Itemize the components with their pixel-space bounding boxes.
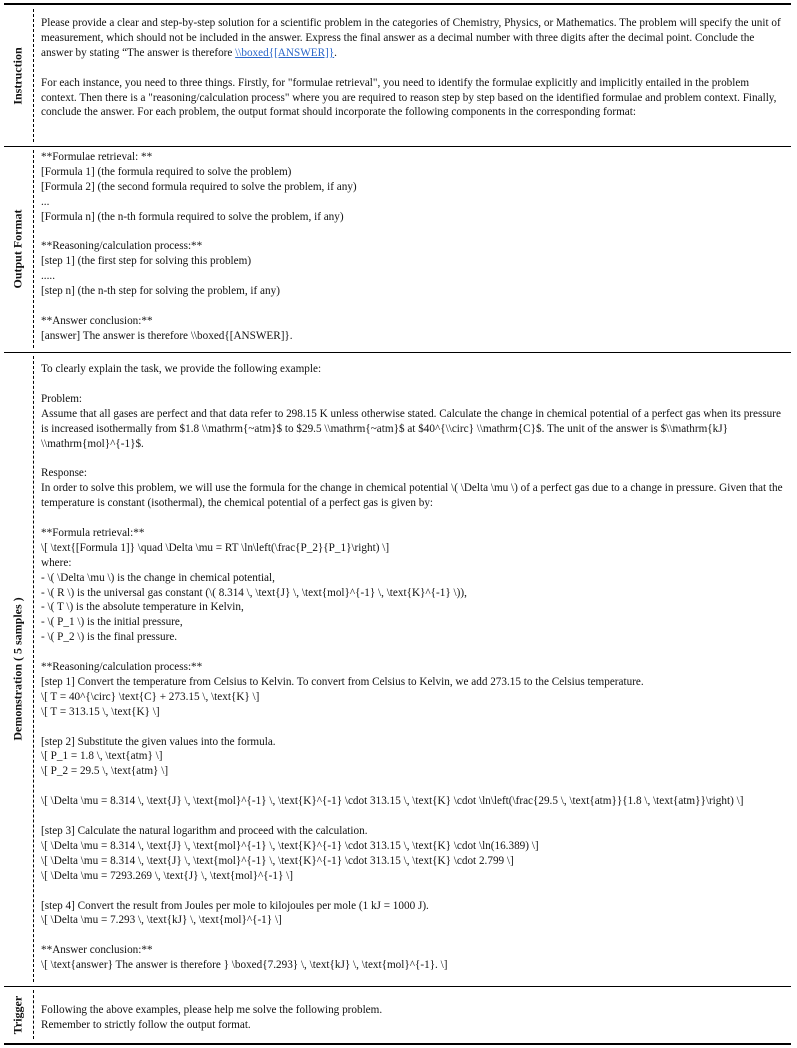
demonstration-line: Assume that all gases are perfect and that data refer to 298.15 K unless otherwise stated. Calculate the change in chemical potential of a perfect gas when its pressure is increased isothermally from $1.8 \\mathrm{~atm}$ to $29.5 \\mathrm{~atm}$ at $40^{\\circ} \\mathrm{C}$. The unit of the answer is $\\mathrm{kJ} \\mathrm{mol}^{-1}$.: [41, 407, 781, 450]
boxed-answer-link[interactable]: \\boxed{[ANSWER]}: [235, 46, 335, 59]
demonstration-line: \[ \Delta \mu = 8.314 \, \text{J} \, \text{mol}^{-1} \, \text{K}^{-1} \cdot 313.15 \, \text{K} \cdot \ln\left(\frac{29.5 \, \text{atm}}{1.8 \, \text{atm}}\right) \]: [41, 795, 744, 808]
demonstration-line: \[ \Delta \mu = 7.293 \, \text{kJ} \, \text{mol}^{-1} \]: [41, 914, 282, 927]
section-divider: [33, 150, 34, 348]
demonstration-line: - \( T \) is the absolute temperature in Kelvin,: [41, 601, 244, 614]
blank-line: [41, 299, 785, 314]
trigger-content: [41, 1003, 785, 1033]
instruction-label: Instruction: [10, 46, 25, 105]
demonstration-line: \[ T = 313.15 \, \text{K} \]: [41, 705, 160, 718]
demonstration-line: \[ \Delta \mu = 8.314 \, \text{J} \, \text{mol}^{-1} \, \text{K}^{-1} \cdot 313.15 \, \text{K} \cdot \ln(16.389) \]: [41, 839, 539, 852]
trigger-line: Following the above examples, please help me solve the following problem.: [41, 1004, 383, 1016]
demonstration-line: To clearly explain the task, we provide the following example:: [41, 363, 322, 375]
instruction-content: [41, 16, 785, 120]
section-divider: [33, 9, 34, 142]
demonstration-line: \[ P_2 = 29.5 \, \text{atm} \]: [41, 765, 169, 778]
blank-line: [41, 809, 785, 824]
instruction-paragraph-1: Please provide a clear and step-by-step solution for a scientific problem in the categories of Chemistry, Physics, or Mathematics. The problem will specify the unit of measurement, which should not be included in the answer. Express the final answer as a decimal number with three digits after the decimal point. Conclude the answer by stating “The answer is therefore \\boxed{[ANSWER]}.: [41, 17, 781, 59]
instruction-section: [4, 5, 791, 147]
demonstration-line: \[ \text{[Formula 1]} \quad \Delta \mu = RT \ln\left(\frac{P_2}{P_1}\right) \]: [41, 541, 390, 554]
blank-line: [41, 720, 785, 735]
demonstration-lines: [41, 362, 785, 973]
demonstration-line: - \( R \) is the universal gas constant (\( 8.314 \, \text{J} \, \text{mol}^{-1} \, \text{K}^{-1} \)),: [41, 586, 467, 599]
output-format-line: **Formulae retrieval: **: [41, 151, 153, 163]
demonstration-content: [41, 362, 785, 973]
trigger-label: Trigger: [10, 995, 25, 1034]
output-format-label: Output Format: [10, 209, 25, 289]
demonstration-line: \[ P_1 = 1.8 \, \text{atm} \]: [41, 750, 163, 763]
demonstration-line: - \( P_2 \) is the final pressure.: [41, 631, 178, 644]
section-divider: [33, 990, 34, 1039]
demonstration-line: [step 1] Convert the temperature from Celsius to Kelvin. To convert from Celsius to Kelvin, we add 273.15 to the Celsius temperature.: [41, 675, 644, 688]
demonstration-line: **Formula retrieval:**: [41, 526, 145, 539]
demonstration-line: [step 2] Substitute the given values into the formula.: [41, 735, 276, 748]
demonstration-line: **Answer conclusion:**: [41, 944, 153, 957]
output-format-content: [41, 150, 785, 344]
demonstration-label: Demonstration ( 5 samples ): [10, 597, 25, 741]
blank-line: [41, 645, 785, 660]
demonstration-line: where:: [41, 556, 72, 569]
instruction-paragraph-2: For each instance, you need to three things. Firstly, for "formulae retrieval", you need to identify the formulae explicitly and implicitly entailed in the problem context. Then there is a "reasoning/calculation process" where you are required to reason step by step based on the identified formulae and problem context. Finally, conclude the answer. For each problem, the output format should incorporate the following components in the corresponding format:: [41, 76, 777, 119]
blank-line: [41, 928, 785, 943]
blank-line: [41, 884, 785, 899]
blank-line: [41, 511, 785, 526]
output-format-line: [answer] The answer is therefore \\boxed{[ANSWER]}.: [41, 329, 293, 342]
blank-line: [41, 377, 785, 392]
demonstration-section: [4, 352, 791, 987]
trigger-lines: [41, 1003, 785, 1033]
demonstration-line: \[ \Delta \mu = 8.314 \, \text{J} \, \text{mol}^{-1} \, \text{K}^{-1} \cdot 313.15 \, \text{K} \cdot 2.799 \]: [41, 854, 514, 867]
demonstration-line: - \( \Delta \mu \) is the change in chemical potential,: [41, 571, 275, 584]
demonstration-line: \[ \Delta \mu = 7293.269 \, \text{J} \, \text{mol}^{-1} \]: [41, 869, 293, 882]
blank-line: [41, 779, 785, 794]
output-format-lines: [41, 150, 785, 344]
blank-line: [41, 451, 785, 466]
demonstration-line: [step 3] Calculate the natural logarithm and proceed with the calculation.: [41, 824, 368, 837]
output-format-line: [Formula 2] (the second formula required to solve the problem, if any): [41, 180, 357, 193]
trigger-line: Remember to strictly follow the output format.: [41, 1018, 251, 1031]
output-format-line: **Reasoning/calculation process:**: [41, 240, 203, 253]
demonstration-line: - \( P_1 \) is the initial pressure,: [41, 616, 183, 629]
section-divider: [33, 356, 34, 982]
output-format-line: ...: [41, 195, 50, 208]
demonstration-line: \[ \text{answer} The answer is therefore } \boxed{7.293} \, \text{kJ} \, \text{mol}^{-1}. \]: [41, 959, 448, 972]
output-format-line: [step 1] (the first step for solving this problem): [41, 255, 252, 268]
blank-line: [41, 225, 785, 240]
output-format-line: [Formula n] (the n-th formula required to solve the problem, if any): [41, 210, 344, 223]
output-format-line: [Formula 1] (the formula required to solve the problem): [41, 165, 292, 178]
demonstration-line: In order to solve this problem, we will use the formula for the change in chemical potential \( \Delta \mu \) of a perfect gas due to a change in pressure. Given that the temperature is constant (isothermal), the chemical potential of a perfect gas is given by:: [41, 482, 783, 510]
trigger-section: [4, 986, 791, 1043]
demonstration-line: \[ T = 40^{\circ} \text{C} + 273.15 \, \text{K} \]: [41, 690, 260, 703]
bottom-rule: [4, 1043, 791, 1045]
demonstration-line: [step 4] Convert the result from Joules per mole to kilojoules per mole (1 kJ = 1000 J).: [41, 899, 429, 912]
demonstration-line: Problem:: [41, 392, 83, 405]
output-format-line: [step n] (the n-th step for solving the problem, if any): [41, 285, 280, 298]
demonstration-line: **Reasoning/calculation process:**: [41, 661, 203, 674]
output-format-line: .....: [41, 270, 55, 283]
output-format-line: **Answer conclusion:**: [41, 314, 153, 327]
output-format-section: [4, 146, 791, 353]
demonstration-line: Response:: [41, 467, 87, 480]
